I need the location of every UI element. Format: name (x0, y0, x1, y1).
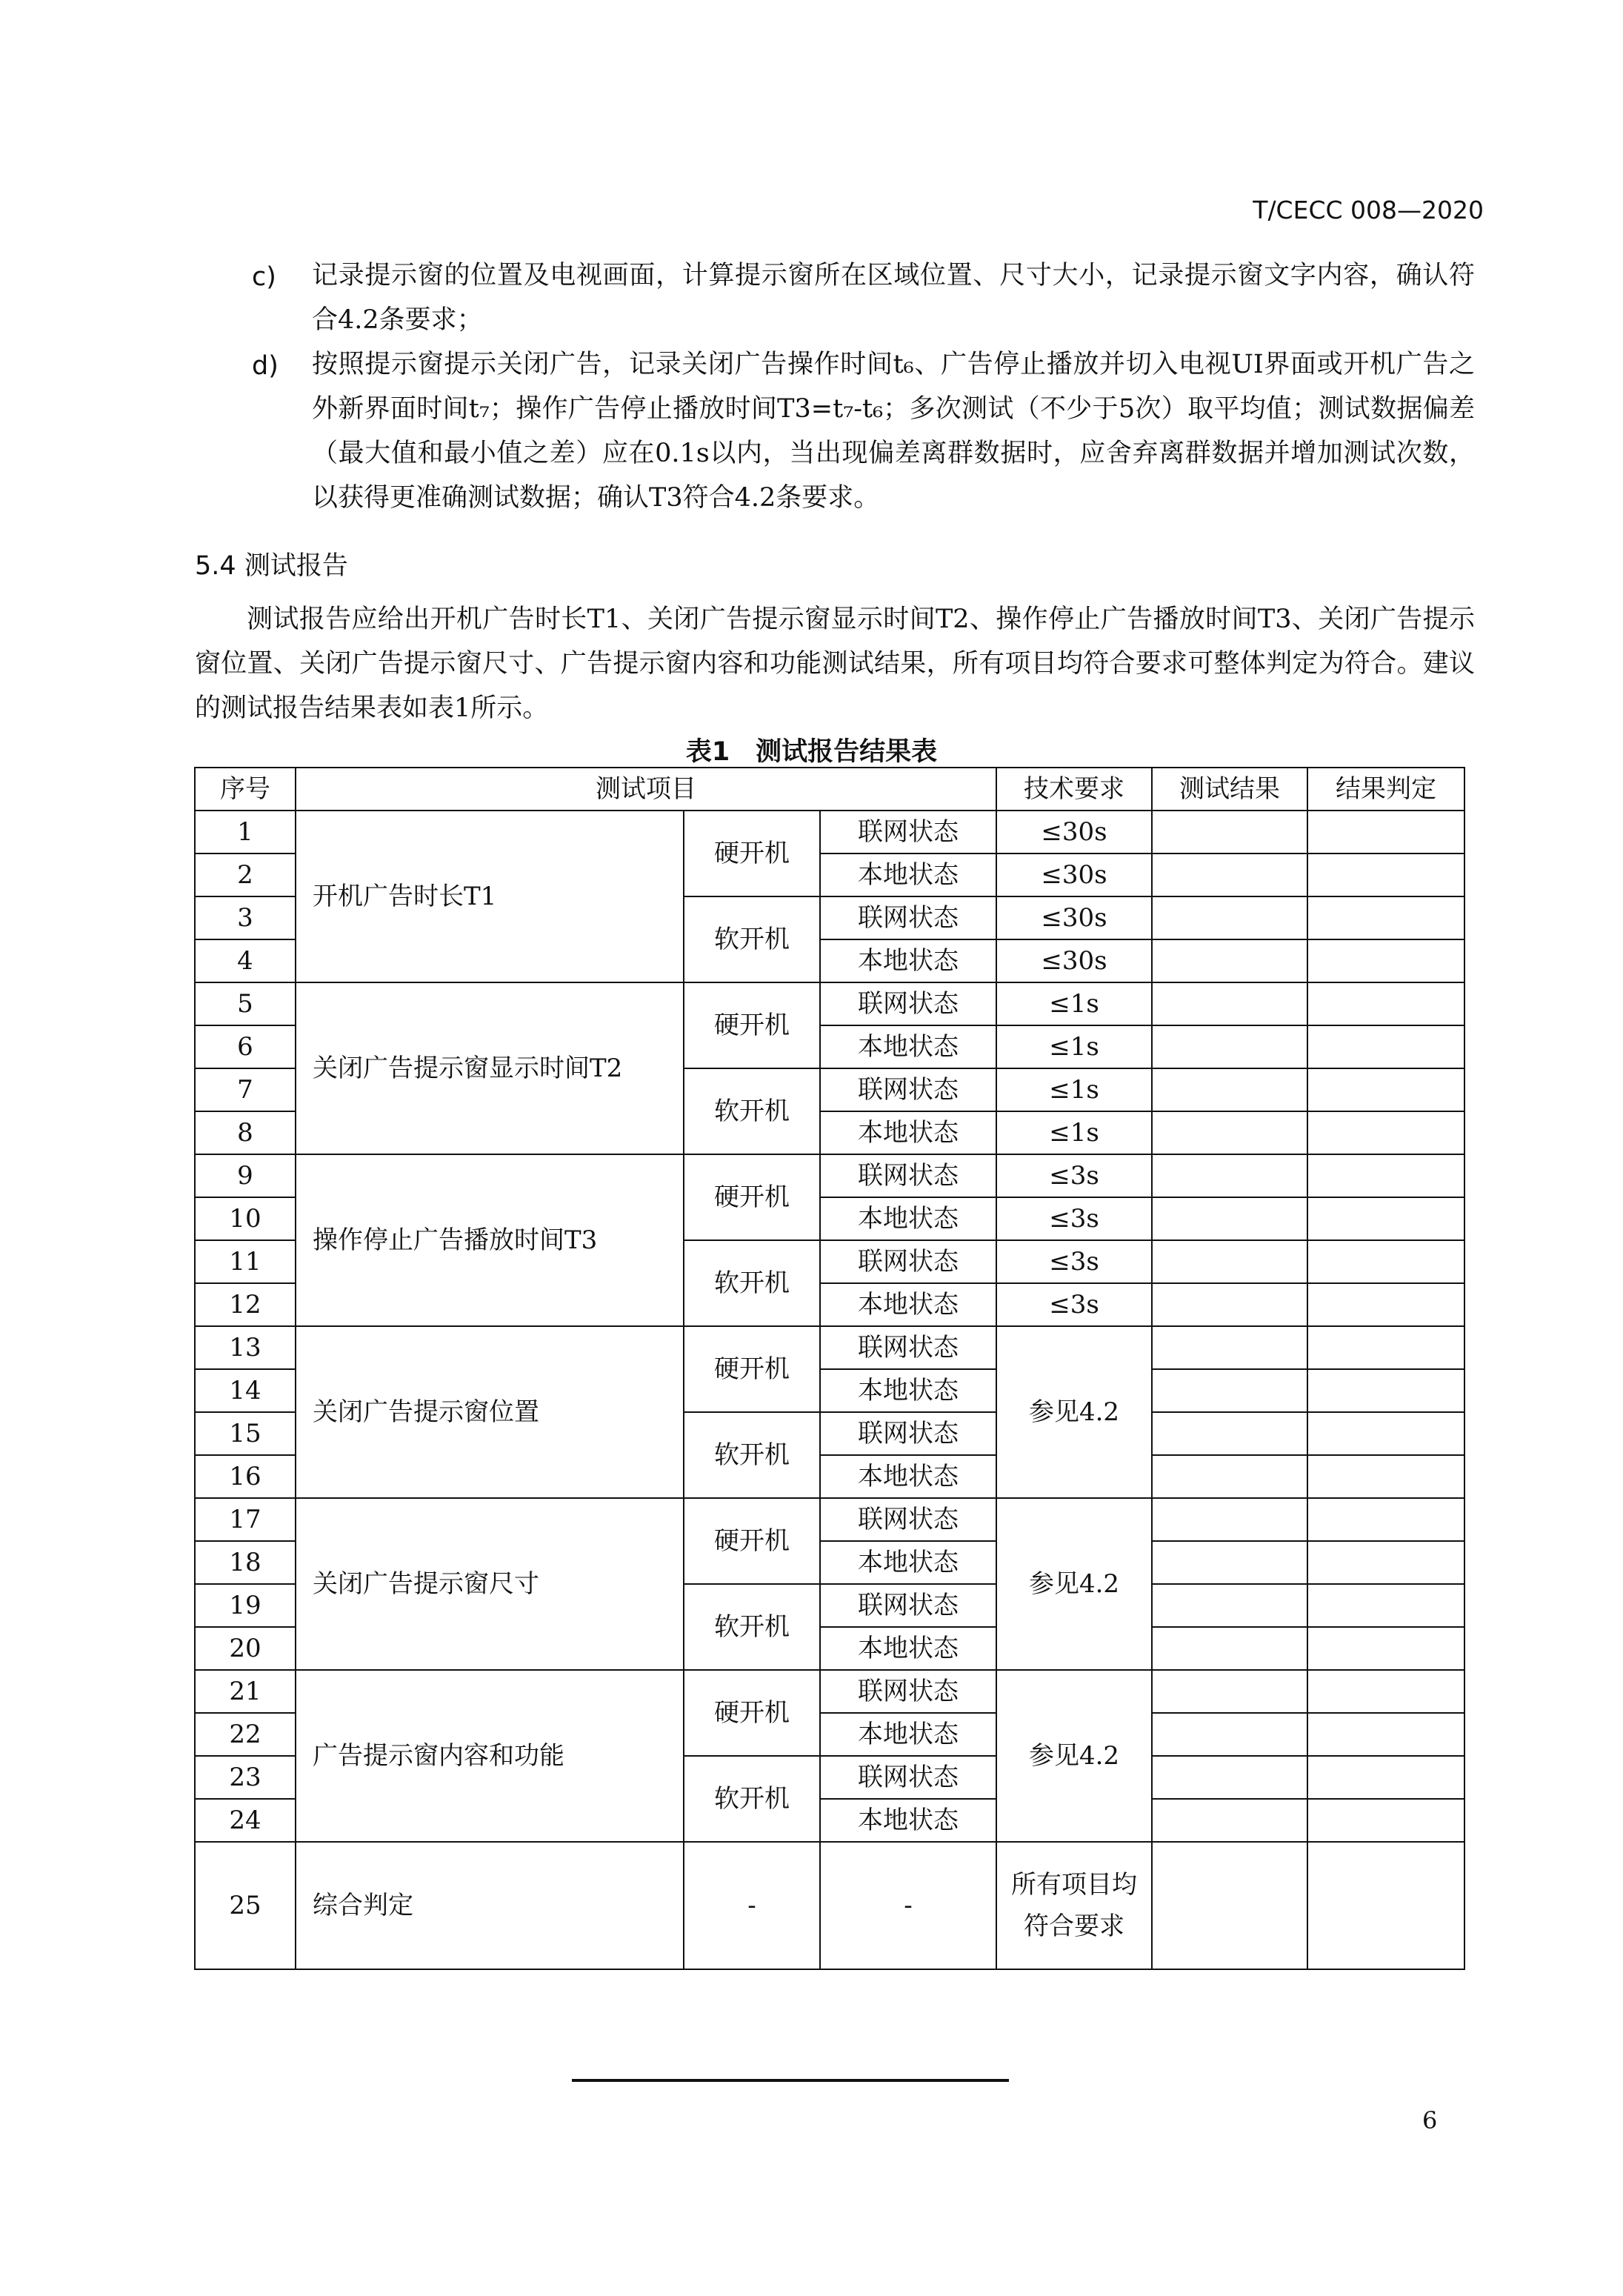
judgement-cell (1307, 1111, 1464, 1154)
judgement-cell (1307, 1154, 1464, 1197)
result-cell (1152, 1842, 1307, 1969)
footer-divider (572, 2079, 1009, 2082)
requirement: ≤1s (996, 1111, 1152, 1154)
requirement: 参见4.2 (996, 1326, 1152, 1498)
row-seq: 22 (195, 1713, 296, 1756)
judgement-cell (1307, 1584, 1464, 1627)
result-cell (1152, 1541, 1307, 1584)
network-state: 本地状态 (820, 1541, 996, 1584)
row-seq: 21 (195, 1670, 296, 1713)
requirement: 所有项目均符合要求 (996, 1842, 1152, 1969)
row-seq: 18 (195, 1541, 296, 1584)
network-state: 联网状态 (820, 1412, 996, 1455)
section-number: 5.4 (195, 551, 236, 581)
boot-mode: 软开机 (684, 1068, 820, 1154)
judgement-cell (1307, 1842, 1464, 1969)
judgement-cell (1307, 896, 1464, 939)
result-cell (1152, 1584, 1307, 1627)
row-seq: 24 (195, 1799, 296, 1842)
judgement-cell (1307, 1197, 1464, 1240)
row-seq: 1 (195, 811, 296, 853)
network-state: 联网状态 (820, 1068, 996, 1111)
section-title: 测试报告 (244, 551, 348, 581)
result-cell (1152, 1197, 1307, 1240)
network-state: 本地状态 (820, 1627, 996, 1670)
header-test-item: 测试项目 (296, 768, 996, 811)
boot-mode: 硬开机 (684, 1498, 820, 1584)
table-row (195, 1498, 1464, 1541)
page-number: 6 (1422, 2106, 1438, 2134)
boot-mode: 软开机 (684, 896, 820, 982)
list-item-text: 按照提示窗提示关闭广告，记录关闭广告操作时间t₆、广告停止播放并切入电视UI界面或开机广告之外新界面时间t₇；操作广告停止播放时间T3=t₇-t₆；多次测试（不少于5次）取平均值；测试数据偏差（最大值和最小值之差）应在0.1s以内，当出现偏差离群数据时，应舍弃离群数据并增加测试次数，以获得更准确测试数据；确认T3符合4.2条要求。 (312, 350, 1475, 513)
boot-mode: 软开机 (684, 1412, 820, 1498)
row-seq: 13 (195, 1326, 296, 1369)
requirement: ≤30s (996, 896, 1152, 939)
requirement: ≤1s (996, 1068, 1152, 1111)
table-row (195, 1670, 1464, 1713)
result-cell (1152, 1068, 1307, 1111)
judgement-cell (1307, 811, 1464, 853)
body-paragraph: 测试报告应给出开机广告时长T1、关闭广告提示窗显示时间T2、操作停止广告播放时间T3、关闭广告提示窗位置、关闭广告提示窗尺寸、广告提示窗内容和功能测试结果，所有项目均符合要求可整体判定为符合。建议的测试报告结果表如表1所示。 (195, 605, 1475, 723)
boot-mode: 硬开机 (684, 1670, 820, 1756)
result-cell (1152, 1713, 1307, 1756)
judgement-cell (1307, 1283, 1464, 1326)
result-cell (1152, 1455, 1307, 1498)
row-seq: 10 (195, 1197, 296, 1240)
table-row (195, 1154, 1464, 1197)
header-seq: 序号 (195, 768, 296, 811)
boot-mode: 硬开机 (684, 811, 820, 896)
judgement-cell (1307, 1670, 1464, 1713)
network-state: 本地状态 (820, 853, 996, 896)
network-state: 联网状态 (820, 896, 996, 939)
judgement-cell (1307, 1498, 1464, 1541)
requirement: ≤30s (996, 939, 1152, 982)
network-state: 本地状态 (820, 1799, 996, 1842)
judgement-cell (1307, 1369, 1464, 1412)
requirement: ≤3s (996, 1240, 1152, 1283)
row-seq: 5 (195, 982, 296, 1025)
row-seq: 19 (195, 1584, 296, 1627)
standard-number: T/CECC 008—2020 (1253, 196, 1484, 224)
requirement: ≤1s (996, 1025, 1152, 1068)
row-seq: 20 (195, 1627, 296, 1670)
test-item-name: 综合判定 (296, 1842, 684, 1969)
network-state: 联网状态 (820, 1154, 996, 1197)
section-heading (195, 545, 348, 582)
result-cell (1152, 939, 1307, 982)
network-state: 本地状态 (820, 1197, 996, 1240)
result-cell (1152, 1799, 1307, 1842)
row-seq: 8 (195, 1111, 296, 1154)
judgement-cell (1307, 1068, 1464, 1111)
table-row (195, 811, 1464, 853)
test-item-name: 关闭广告提示窗显示时间T2 (296, 982, 684, 1154)
result-cell (1152, 982, 1307, 1025)
judgement-cell (1307, 939, 1464, 982)
row-seq: 16 (195, 1455, 296, 1498)
result-cell (1152, 1412, 1307, 1455)
test-item-name: 关闭广告提示窗位置 (296, 1326, 684, 1498)
test-item-name: 操作停止广告播放时间T3 (296, 1154, 684, 1326)
network-state: 本地状态 (820, 1369, 996, 1412)
requirement: ≤3s (996, 1197, 1152, 1240)
judgement-cell (1307, 1412, 1464, 1455)
requirement: ≤3s (996, 1283, 1152, 1326)
row-seq: 2 (195, 853, 296, 896)
row-seq: 6 (195, 1025, 296, 1068)
network-state: 联网状态 (820, 811, 996, 853)
network-state: 联网状态 (820, 1670, 996, 1713)
table-caption: 表1 测试报告结果表 (685, 737, 938, 767)
summary-row (195, 1842, 1464, 1969)
results-table (194, 767, 1465, 1970)
result-cell (1152, 1756, 1307, 1799)
test-item-name: 广告提示窗内容和功能 (296, 1670, 684, 1842)
requirement: ≤30s (996, 853, 1152, 896)
requirement: ≤30s (996, 811, 1152, 853)
judgement-cell (1307, 1025, 1464, 1068)
requirement: ≤1s (996, 982, 1152, 1025)
boot-mode: - (684, 1842, 820, 1969)
result-cell (1152, 853, 1307, 896)
result-cell (1152, 1670, 1307, 1713)
row-seq: 9 (195, 1154, 296, 1197)
network-state: - (820, 1842, 996, 1969)
result-cell (1152, 811, 1307, 853)
boot-mode: 软开机 (684, 1240, 820, 1326)
row-seq: 12 (195, 1283, 296, 1326)
judgement-cell (1307, 1756, 1464, 1799)
requirement: ≤3s (996, 1154, 1152, 1197)
network-state: 本地状态 (820, 1025, 996, 1068)
judgement-cell (1307, 1455, 1464, 1498)
network-state: 联网状态 (820, 1498, 996, 1541)
test-item-name: 关闭广告提示窗尺寸 (296, 1498, 684, 1670)
judgement-cell (1307, 853, 1464, 896)
test-item-name: 开机广告时长T1 (296, 811, 684, 982)
network-state: 本地状态 (820, 1111, 996, 1154)
result-cell (1152, 1111, 1307, 1154)
network-state: 本地状态 (820, 1455, 996, 1498)
row-seq: 4 (195, 939, 296, 982)
judgement-cell (1307, 1627, 1464, 1670)
header-test-result: 测试结果 (1152, 768, 1307, 811)
result-cell (1152, 1025, 1307, 1068)
result-cell (1152, 1369, 1307, 1412)
table-row (195, 982, 1464, 1025)
network-state: 联网状态 (820, 1326, 996, 1369)
boot-mode: 软开机 (684, 1584, 820, 1670)
result-cell (1152, 1326, 1307, 1369)
table-row (195, 1326, 1464, 1369)
judgement-cell (1307, 1541, 1464, 1584)
requirement: 参见4.2 (996, 1498, 1152, 1670)
result-cell (1152, 896, 1307, 939)
list-item-text: 记录提示窗的位置及电视画面，计算提示窗所在区域位置、尺寸大小，记录提示窗文字内容，确认符合4.2条要求； (312, 261, 1475, 335)
network-state: 联网状态 (820, 1240, 996, 1283)
judgement-cell (1307, 1326, 1464, 1369)
judgement-cell (1307, 1240, 1464, 1283)
row-seq: 17 (195, 1498, 296, 1541)
judgement-cell (1307, 1713, 1464, 1756)
network-state: 本地状态 (820, 1283, 996, 1326)
row-seq: 25 (195, 1842, 296, 1969)
row-seq: 14 (195, 1369, 296, 1412)
row-seq: 3 (195, 896, 296, 939)
judgement-cell (1307, 982, 1464, 1025)
boot-mode: 软开机 (684, 1756, 820, 1842)
judgement-cell (1307, 1799, 1464, 1842)
result-cell (1152, 1154, 1307, 1197)
network-state: 本地状态 (820, 1713, 996, 1756)
result-cell (1152, 1627, 1307, 1670)
list-item-label: d) (252, 351, 279, 381)
network-state: 联网状态 (820, 1584, 996, 1627)
result-cell (1152, 1498, 1307, 1541)
row-seq: 7 (195, 1068, 296, 1111)
requirement: 参见4.2 (996, 1670, 1152, 1842)
boot-mode: 硬开机 (684, 982, 820, 1068)
row-seq: 23 (195, 1756, 296, 1799)
list-item-label: c) (252, 262, 276, 292)
row-seq: 15 (195, 1412, 296, 1455)
network-state: 本地状态 (820, 939, 996, 982)
table-header-row (195, 768, 1464, 811)
header-judgement: 结果判定 (1307, 768, 1464, 811)
network-state: 联网状态 (820, 982, 996, 1025)
boot-mode: 硬开机 (684, 1326, 820, 1412)
boot-mode: 硬开机 (684, 1154, 820, 1240)
result-cell (1152, 1283, 1307, 1326)
row-seq: 11 (195, 1240, 296, 1283)
result-cell (1152, 1240, 1307, 1283)
header-requirement: 技术要求 (996, 768, 1152, 811)
network-state: 联网状态 (820, 1756, 996, 1799)
